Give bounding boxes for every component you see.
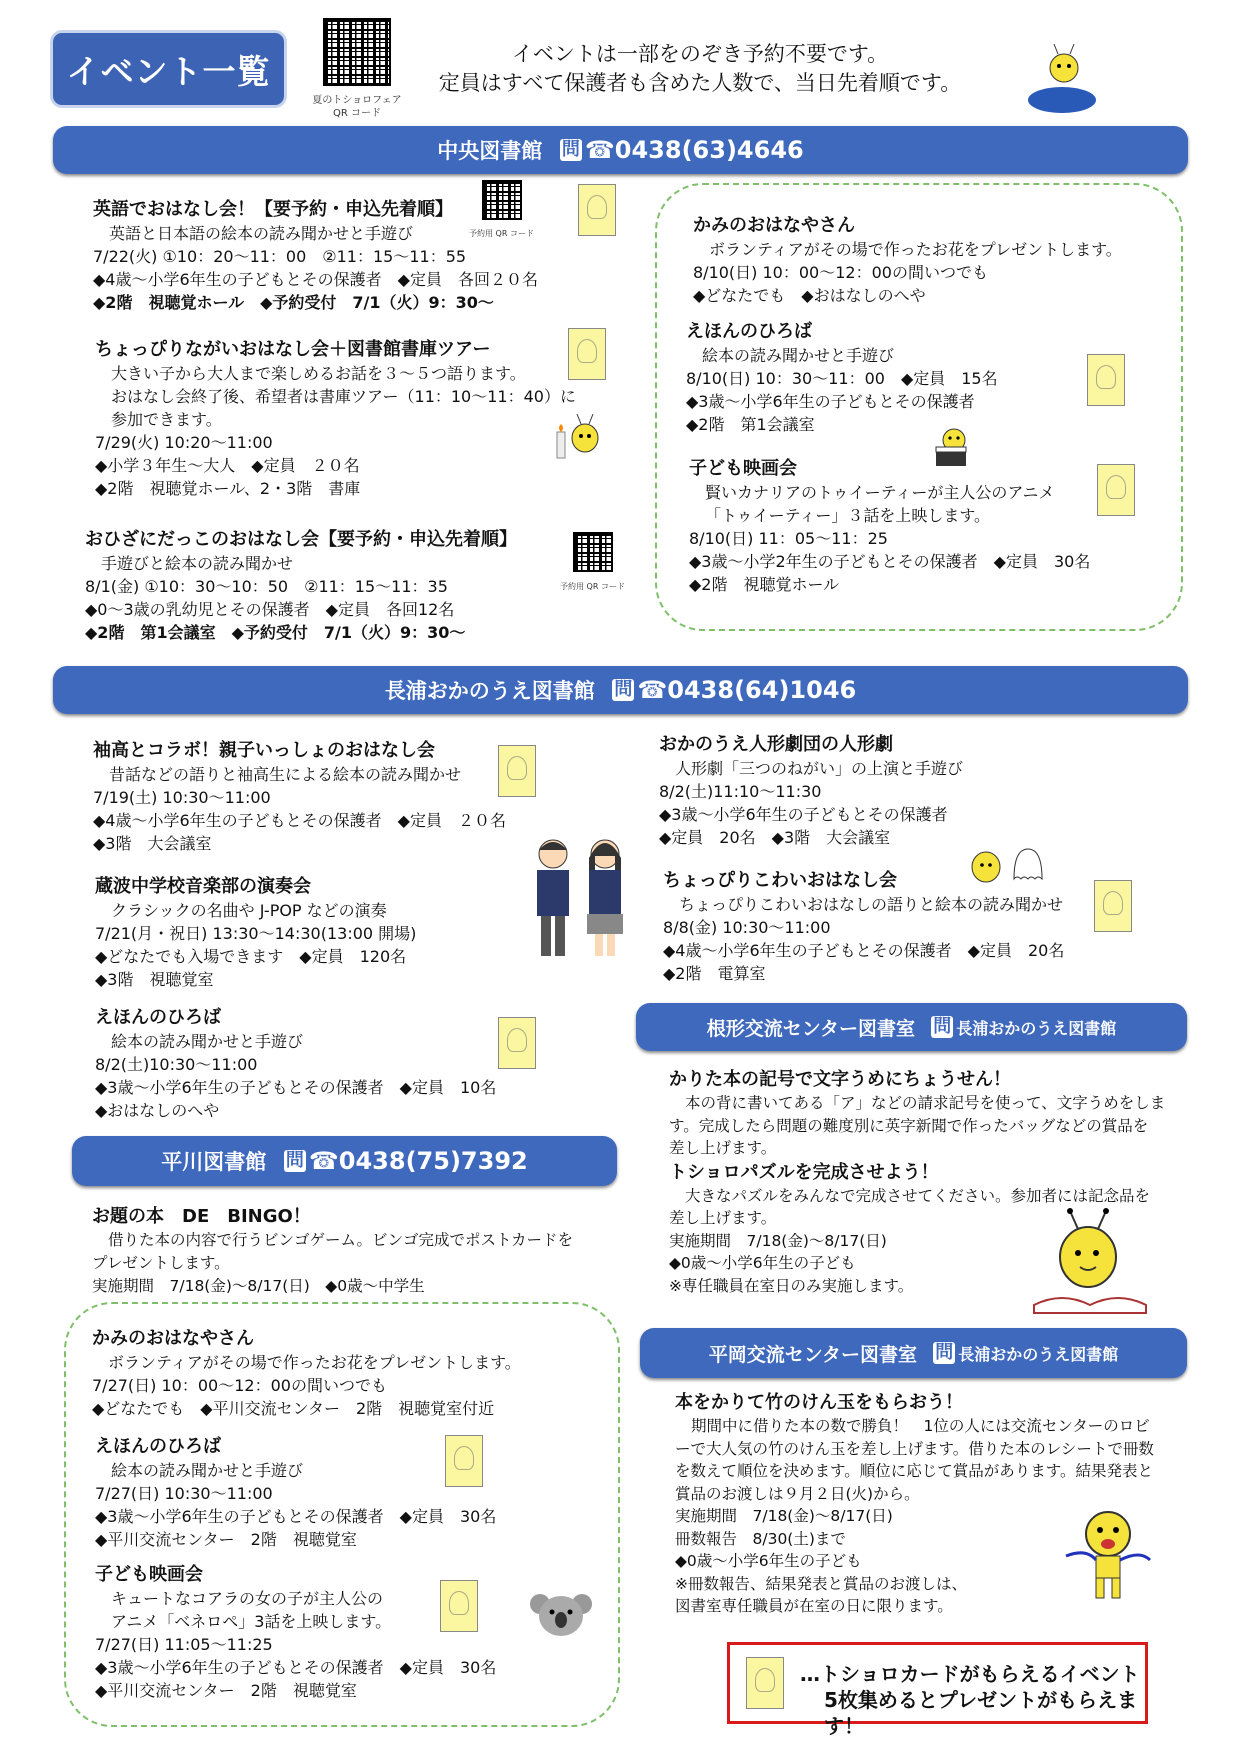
hirakawa-bingo: お題の本 DE BINGO！ 借りた本の内容で行うビンゴゲーム。ビンゴ完成でポストカードを プレゼントします。 実施期間 7/18(金)～8/17(日) ◆0歳～中学生	[92, 1206, 574, 1295]
event-lap-storytime: おひざにだっこのおはなし会【要予約・申込先着順】 手遊びと絵本の読み聞かせ 8/1(金) ①10：30～10：50 ②11：15～11：35 ◆0～3歳の乳幼児とその保護者 ◆定員 各回12名 ◆2階 第1会議室 ◆予約受付 7/1（火）9：30～	[85, 529, 517, 642]
event-scary-storytime: ちょっぴりこわいおはなし会 ちょっぴりこわいおはなしの語りと絵本の読み聞かせ 8/8(金) 10:30～11:00 ◆4歳～小学6年生の子どもとその保護者 ◆定員 20名 ◆2階 電算室	[663, 870, 1065, 983]
toshoro-card-icon	[578, 184, 616, 236]
qr-caption: 予約用 QR コード	[469, 229, 534, 238]
reservation-qr-code[interactable]	[482, 180, 522, 220]
toshoro-card-icon	[1087, 354, 1125, 406]
notice: イベントは一部をのぞき予約不要です。 定員はすべて保護者も含めた人数で、当日先着順です。	[438, 42, 962, 95]
event-picturebook-plaza: えほんのひろば 絵本の読み聞かせと手遊び 7/27(日) 10:30～11:00 ◆3歳～小学6年生の子どもとその保護者 ◆定員 30名 ◆平川交流センター 2階 視聴覚室	[95, 1436, 497, 1549]
event-paper-flowers: かみのおはなやさん ボランティアがその場で作ったお花をプレゼントします。 8/10(日) 10：00～12：00の間いつでも ◆どなたでも ◆おはなしのへや	[693, 215, 1122, 305]
qr-caption: 予約用 QR コード	[560, 582, 625, 591]
event-kids-movie: 子ども映画会 キュートなコアラの女の子が主人公の アニメ「ベネロペ」3話を上映します。 7/27(日) 11:05～11:25 ◆3歳～小学6年生の子どもとその保護者 ◆定員 30名 ◆平川交流センター 2階 視聴覚室	[95, 1564, 497, 1700]
toshoro-card-icon	[445, 1435, 483, 1487]
toshoro-card-icon	[440, 1580, 478, 1632]
fair-qr-code[interactable]	[323, 18, 391, 86]
mascot-whale-icon	[1024, 40, 1100, 120]
event-kids-movie: 子ども映画会 賢いカナリアのトゥイーティーが主人公のアニメ 「トゥイーティー」３話を上映します。 8/10(日) 11：05～11：25 ◆3歳～小学2年生の子どもとその保護者 ◆定員 30名 ◆2階 視聴覚ホール	[689, 458, 1091, 594]
event-english-storytime: 英語でおはなし会！【要予約・申込先着順】 英語と日本語の絵本の読み聞かせと手遊び 7/22(火) ①10：20～11：00 ②11：15～11：55 ◆4歳～小学6年生の子どもとその保護者 ◆定員 各回２０名 ◆2階 視聴覚ホール ◆予約受付 7/1（火）9：30～	[93, 199, 538, 312]
toshoro-card-icon	[1097, 464, 1135, 516]
mascot-reading-icon	[1030, 1205, 1150, 1320]
event-picturebook-plaza: えほんのひろば 絵本の読み聞かせと手遊び 8/10(日) 10：30～11：00 ◆定員 15名 ◆3歳～小学6年生の子どもとその保護者 ◆2階 第1会議室	[686, 321, 998, 434]
page-title: イベント一覧	[50, 30, 287, 108]
toshoro-card-icon	[1094, 880, 1132, 932]
hiraoka-event: 本をかりて竹のけん玉をもらおう！ 期間中に借りた本の数で勝負！ 1位の人には交流センターのロビ ーで大人気の竹のけん玉を差し上げます。借りた本のレシートで冊数 を数えて順位を決めます。順位に応じて賞品があります。結果発表と 賞品のお渡しは９月２日(火)から。 実施期間 7/18(金)～8/17(日) 冊数報告 8/30(土)まで ◆0歳～小学6年生の子ども ※冊数報告、結果発表と賞品のお渡しは、 図書室専任職員が在室の日に限ります。	[675, 1392, 1154, 1615]
nekata-events: かりた本の記号で文字うめにちょうせん！ 本の背に書いてある「ア」などの請求記号を使って、文字うめをしま す。完成したら問題の難度別に英字新聞で作ったバッグなどの賞品を 差し上げます。 トショロパズルを完成させよう！ 大きなパズルをみんなで完成させてください。参加者には記念品を 差し上げます。 実施期間 7/18(金)～8/17(日) ◆0歳～小学6年生の子ども ※専任職員在室日のみ実施します。	[669, 1069, 1166, 1295]
toshoro-card-icon	[498, 1017, 536, 1069]
mascot-kendama-icon	[1062, 1500, 1154, 1605]
toshoro-card-icon	[568, 328, 606, 380]
hiraoka-library-bar: 平岡交流センター図書室 問 長浦おかのうえ図書館	[640, 1328, 1187, 1378]
reservation-qr-code[interactable]	[573, 532, 613, 572]
event-paper-flowers: かみのおはなやさん ボランティアがその場で作ったお花をプレゼントします。 7/27(日) 10：00～12：00の間いつでも ◆どなたでも ◆平川交流センター 2階 視聴覚室付近	[92, 1328, 521, 1418]
students-illustration-icon	[525, 832, 635, 962]
event-long-storytime: ちょっぴりながいおはなし会＋図書館書庫ツアー 大きい子から大人まで楽しめるお話を３～５つ語ります。 おはなし会終了後、希望者は書庫ツアー（11：10～11：40）に 参加できます。 7/29(火) 10:20～11:00 ◆小学３年生～大人 ◆定員 ２０名 ◆2階 視聴覚ホール、2・3階 書庫	[95, 339, 576, 498]
nagaura-library-bar: 長浦おかのうえ図書館 問 ☎0438(64)1046	[53, 666, 1188, 714]
chuo-library-bar: 中央図書館 問 ☎0438(63)4646	[53, 126, 1188, 174]
toshoro-card-icon	[498, 745, 536, 797]
qr-caption: 夏のトショロフェア QR コード	[312, 95, 402, 119]
event-puppet-show: おかのうえ人形劇団の人形劇 人形劇「三つのねがい」の上演と手遊び 8/2(土)11:10～11:30 ◆3歳～小学6年生の子どもとその保護者 ◆定員 20名 ◆3階 大会議室	[659, 734, 964, 847]
toshoro-card-icon	[746, 1657, 784, 1709]
hirakawa-library-bar: 平川図書館 問 ☎0438(75)7392	[72, 1136, 617, 1186]
koala-icon	[530, 1588, 592, 1640]
event-sodegaura-collab: 袖高とコラボ！親子いっしょのおはなし会 昔話などの語りと袖高生による絵本の読み聞かせ 7/19(土) 10:30～11:00 ◆4歳～小学6年生の子どもとその保護者 ◆定員 ２０名 ◆3階 大会議室	[93, 740, 506, 853]
toshoro-card-legend: …トショロカードがもらえるイベント 5枚集めるとプレゼントがもらえます！	[727, 1642, 1148, 1724]
event-school-concert: 蔵波中学校音楽部の演奏会 クラシックの名曲や J-POP などの演奏 7/21(月・祝日) 13:30～14:30(13:00 開場) ◆どなたでも入場できます ◆定員 120名 ◆3階 視聴覚室	[95, 876, 417, 989]
nekata-library-bar: 根形交流センター図書室 問 長浦おかのうえ図書館	[636, 1003, 1187, 1051]
mascot-candle-icon	[553, 410, 603, 466]
event-picturebook-plaza: えほんのひろば 絵本の読み聞かせと手遊び 8/2(土)10:30～11:00 ◆3歳～小学6年生の子どもとその保護者 ◆定員 10名 ◆おはなしのへや	[95, 1007, 497, 1120]
